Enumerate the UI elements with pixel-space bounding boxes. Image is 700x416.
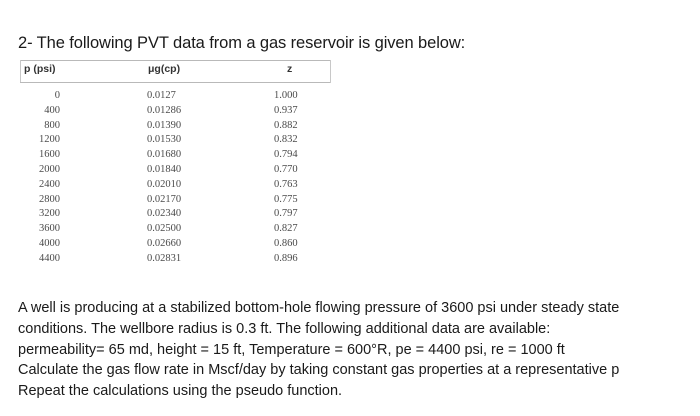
cell-pressure: 4000 bbox=[39, 237, 60, 249]
cell-pressure: 3600 bbox=[39, 223, 60, 235]
problem-statement bbox=[18, 298, 700, 402]
table-top-rule bbox=[20, 60, 330, 61]
table-row bbox=[20, 104, 330, 119]
cell-pressure: 0 bbox=[54, 90, 60, 101]
cell-z-factor: 0.775 bbox=[274, 193, 298, 205]
column-header-pressure: p (psi) bbox=[24, 63, 56, 75]
table-row bbox=[20, 178, 330, 193]
cell-viscosity: 0.02831 bbox=[147, 252, 182, 264]
table-row bbox=[20, 163, 330, 178]
cell-z-factor: 0.860 bbox=[274, 237, 298, 249]
cell-pressure: 2800 bbox=[39, 193, 60, 205]
cell-pressure: 2000 bbox=[39, 163, 60, 175]
problem-line-4: Calculate the gas flow rate in Mscf/day by taking constant gas properties at a representative p bbox=[18, 362, 620, 379]
table-row bbox=[20, 193, 330, 208]
cell-pressure: 1200 bbox=[39, 134, 60, 146]
problem-line-2: conditions. The wellbore radius is 0.3 ft. The following additional data are available: bbox=[18, 320, 551, 337]
problem-line-3: permeability= 65 md, height = 15 ft, Temperature = 600°R, pe = 4400 psi, re = 1000 ft bbox=[18, 341, 565, 358]
cell-viscosity: 0.01680 bbox=[147, 149, 182, 161]
table-right-rule bbox=[330, 60, 331, 83]
cell-z-factor: 0.763 bbox=[274, 178, 298, 190]
cell-pressure: 4400 bbox=[39, 252, 60, 264]
cell-z-factor: 1.000 bbox=[274, 90, 298, 101]
column-header-z-factor: z bbox=[287, 63, 293, 75]
table-row bbox=[20, 133, 330, 148]
cell-viscosity: 0.01530 bbox=[147, 134, 182, 146]
cell-z-factor: 0.882 bbox=[274, 119, 298, 131]
table-row bbox=[20, 207, 330, 222]
pvt-table bbox=[20, 89, 330, 267]
table-row bbox=[20, 222, 330, 237]
table-row bbox=[20, 89, 330, 104]
cell-pressure: 400 bbox=[44, 104, 60, 116]
cell-viscosity: 0.02340 bbox=[147, 208, 182, 220]
problem-line-1: A well is producing at a stabilized bottom-hole flowing pressure of 3600 psi under steady state bbox=[18, 300, 620, 316]
cell-pressure: 3200 bbox=[39, 208, 60, 220]
cell-viscosity: 0.02500 bbox=[147, 223, 182, 235]
column-header-viscosity: μg(cp) bbox=[148, 63, 181, 75]
cell-z-factor: 0.797 bbox=[274, 208, 298, 220]
problem-title: 2- The following PVT data from a gas reservoir is given below: bbox=[18, 34, 466, 52]
cell-viscosity: 0.02010 bbox=[147, 178, 182, 190]
cell-pressure: 1600 bbox=[39, 149, 60, 161]
table-row bbox=[20, 119, 330, 134]
table-row bbox=[20, 237, 330, 252]
cell-z-factor: 0.832 bbox=[274, 134, 298, 146]
table-left-rule bbox=[20, 60, 21, 83]
cell-viscosity: 0.02170 bbox=[147, 193, 182, 205]
table-row bbox=[20, 148, 330, 163]
cell-z-factor: 0.896 bbox=[274, 252, 298, 264]
cell-z-factor: 0.770 bbox=[274, 163, 298, 175]
table-row bbox=[20, 252, 330, 267]
cell-z-factor: 0.937 bbox=[274, 104, 298, 116]
cell-viscosity: 0.01286 bbox=[147, 104, 182, 116]
cell-pressure: 800 bbox=[44, 119, 60, 131]
cell-viscosity: 0.02660 bbox=[147, 237, 182, 249]
cell-viscosity: 0.01390 bbox=[147, 119, 182, 131]
cell-z-factor: 0.794 bbox=[274, 149, 298, 161]
cell-z-factor: 0.827 bbox=[274, 223, 298, 235]
table-header-rule bbox=[20, 82, 330, 83]
problem-line-5: Repeat the calculations using the pseudo function. bbox=[18, 383, 343, 400]
cell-viscosity: 0.01840 bbox=[147, 163, 182, 175]
cell-viscosity: 0.0127 bbox=[147, 90, 176, 101]
cell-pressure: 2400 bbox=[39, 178, 60, 190]
